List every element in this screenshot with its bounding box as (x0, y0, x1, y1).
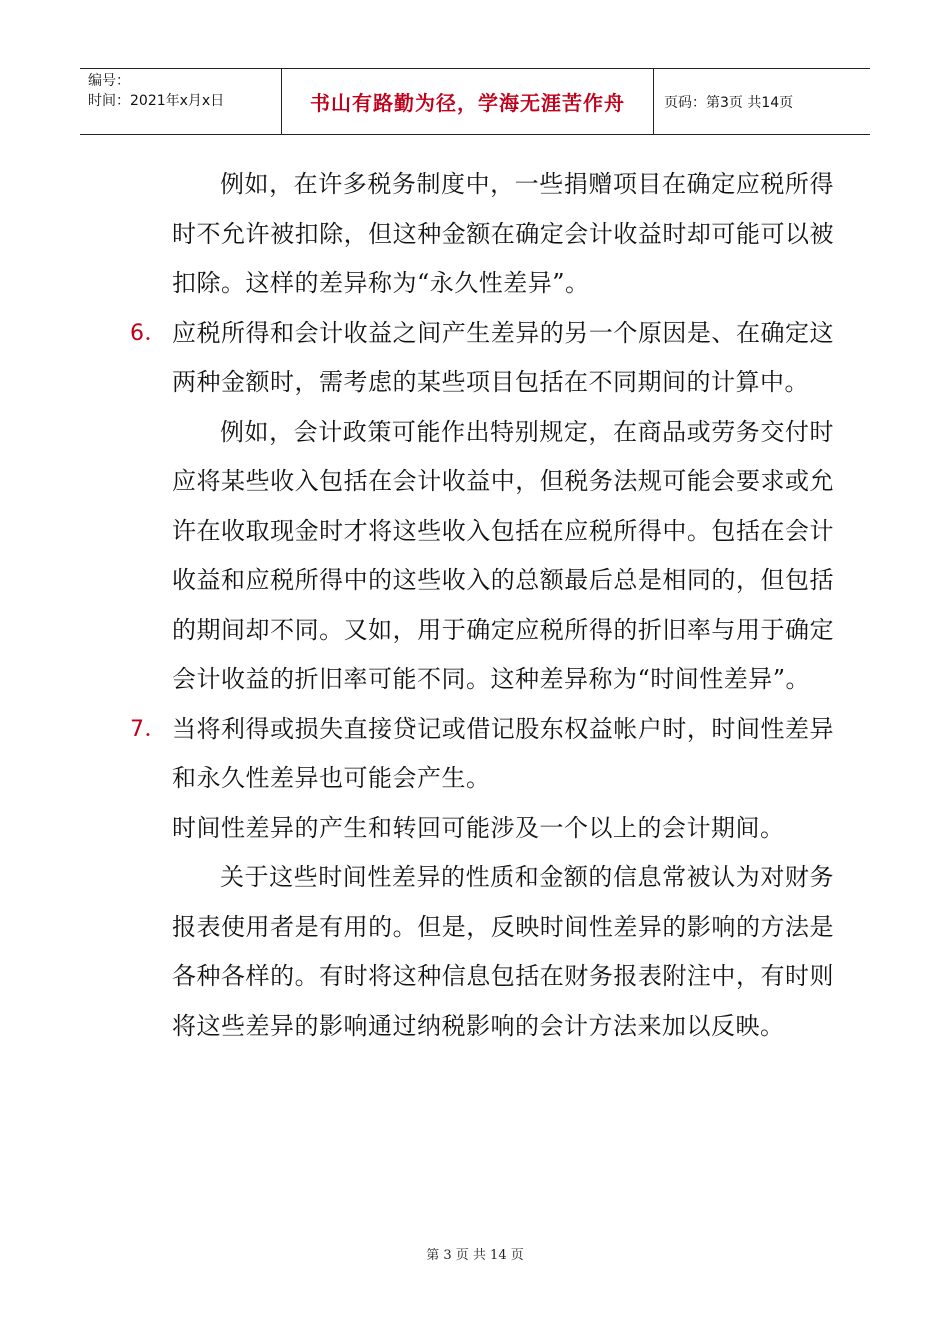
paragraph-timing-periods (172, 804, 834, 854)
paragraph-timing-information (172, 853, 834, 1051)
header-motto-cell (282, 69, 654, 134)
paragraph-example-timing (172, 408, 834, 705)
paragraph-example-permanent (172, 160, 834, 309)
header-page-cell (654, 69, 870, 134)
numbered-item-6 (130, 309, 834, 408)
paragraph-text: 例如，会计政策可能作出特别规定，在商品或劳务交付时应将某些收入包括在会计收益中，但税务法规可能会要求或允许在收取现金时才将这些收入包括在应税所得中。包括在会计收益和应税所得中的这些收入的总额最后总是相同的，但包括的期间却不同。又如，用于确定应税所得的折旧率与用于确定会计收益的折旧率可能不同。这种差异称为“时间性差异”。 (172, 417, 834, 693)
numbered-item-7 (130, 705, 834, 804)
page-footer (0, 1244, 950, 1263)
item-number: 7． (130, 716, 167, 742)
paragraph-text: 关于这些时间性差异的性质和金额的信息常被认为对财务报表使用者是有用的。但是，反映时间性差异的影响的方法是各种各样的。有时将这种信息包括在财务报表附注中，有时则将这些差异的影响通过纳税影响的会计方法来加以反映。 (172, 863, 834, 1040)
page-header (80, 68, 870, 135)
header-motto: 书山有路勤为径，学海无涯苦作舟 (310, 91, 625, 115)
document-time-label: 时间：2021年x月x日 (88, 93, 225, 109)
header-page-info: 页码：第3页 共14页 (664, 94, 794, 111)
header-meta-cell (80, 69, 282, 134)
footer-page-number: 第 3 页 共 14 页 (426, 1248, 524, 1263)
document-number-label: 编号： (88, 73, 130, 89)
document-body (0, 160, 950, 1051)
item-number: 6． (130, 320, 167, 346)
paragraph-text: 时间性差异的产生和转回可能涉及一个以上的会计期间。 (172, 813, 785, 842)
paragraph-text: 例如，在许多税务制度中，一些捐赠项目在确定应税所得时不允许被扣除，但这种金额在确定会计收益时却可能可以被扣除。这样的差异称为“永久性差异”。 (172, 170, 834, 297)
paragraph-text: 应税所得和会计收益之间产生差异的另一个原因是、在确定这两种金额时，需考虑的某些项目包括在不同期间的计算中。 (172, 318, 834, 396)
paragraph-text: 当将利得或损失直接贷记或借记股东权益帐户时，时间性差异和永久性差异也可能会产生。 (172, 714, 834, 792)
